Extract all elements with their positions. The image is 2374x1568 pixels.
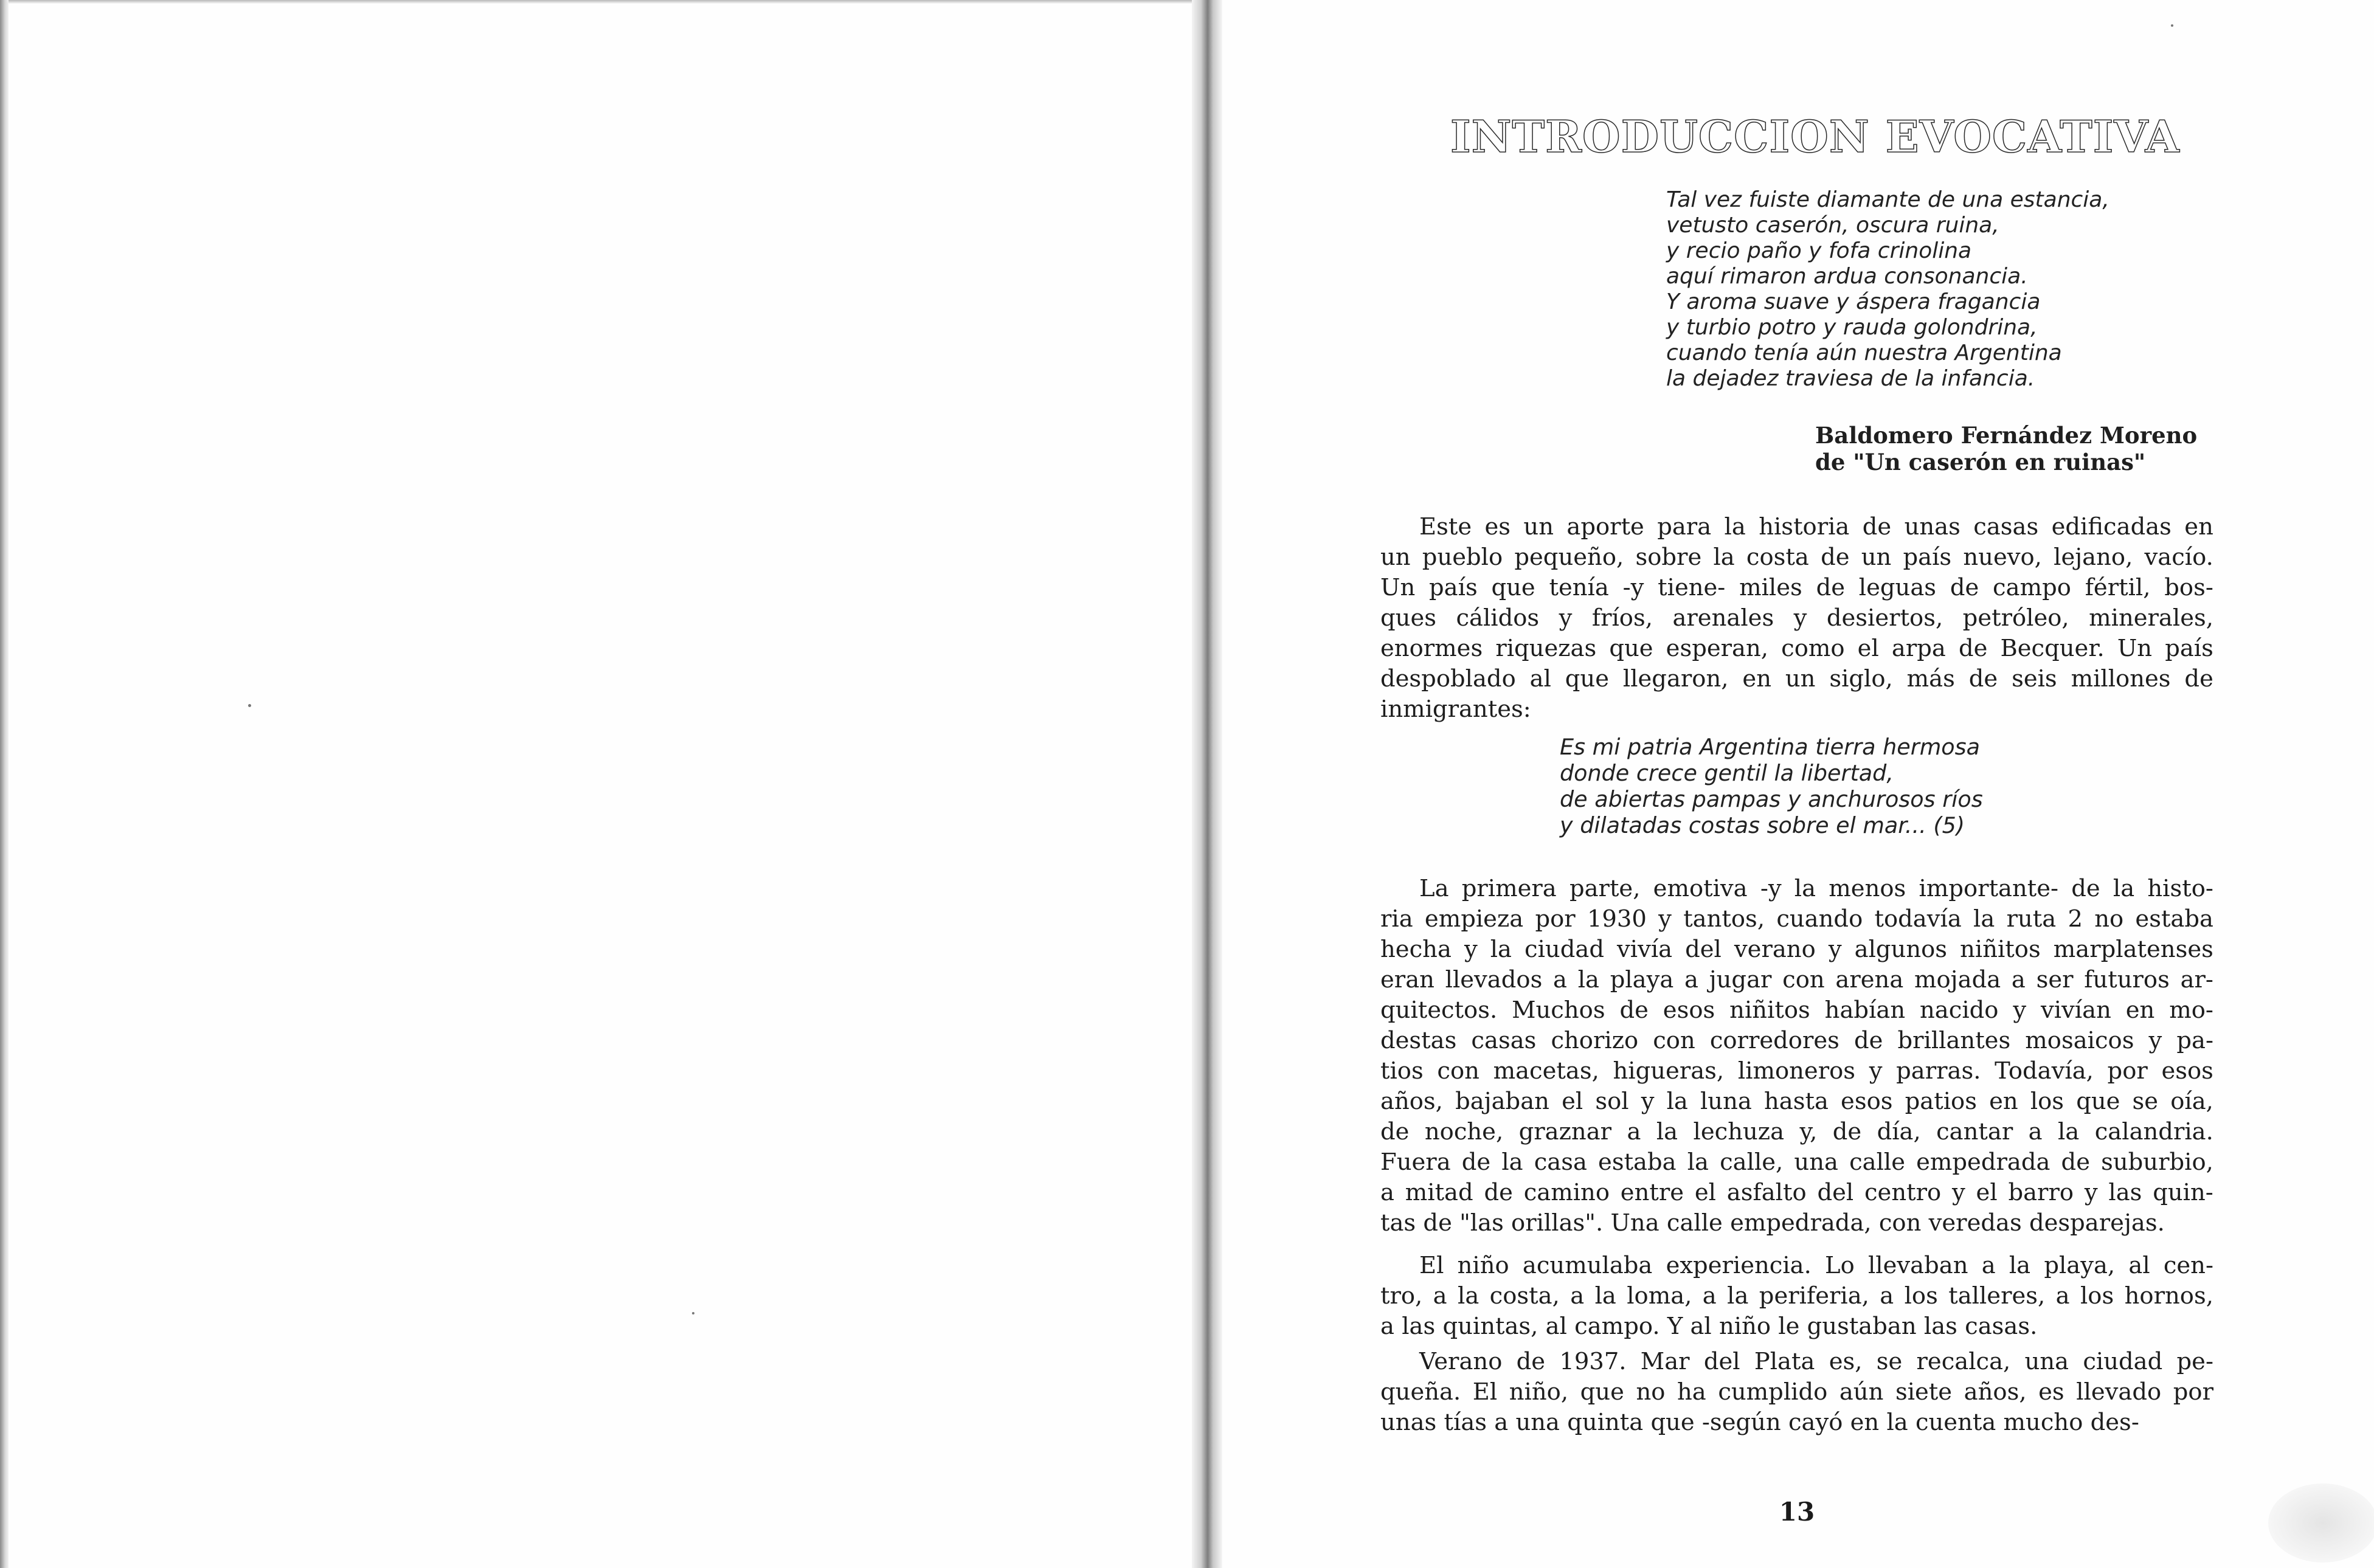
paragraph-3 (1380, 1251, 2213, 1342)
paragraph-line: ria empieza por 1930 y tantos, cuando todavía la ruta 2 no estaba (1380, 905, 2213, 933)
paragraph-line: a las quintas, al campo. Y al niño le gustaban las casas. (1380, 1313, 2038, 1340)
page-title: INTRODUCCION EVOCATIVA (1450, 111, 2180, 162)
epigraph-line: cuando tenía aún nuestra Argentina (1666, 340, 2062, 365)
epigraph-line: la dejadez traviesa de la infancia. (1666, 366, 2035, 391)
paragraph-line: Este es un aporte para la historia de unas casas edificadas en (1419, 513, 2213, 541)
paragraph-line: quitectos. Muchos de esos niñitos habían nacido y vivían en mo- (1380, 996, 2213, 1024)
paragraph-2 (1380, 874, 2213, 1238)
verse-line: y dilatadas costas sobre el mar... (5) (1560, 812, 1965, 838)
paragraph-line: queña. El niño, que no ha cumplido aún siete años, es llevado por (1380, 1378, 2213, 1406)
paragraph-line: hecha y la ciudad vivía del verano y algunos niñitos marplatenses (1380, 936, 2213, 963)
paragraph-1 (1380, 512, 2213, 725)
verse-line: Es mi patria Argentina tierra hermosa (1560, 734, 1980, 760)
book-gutter-shadow (1192, 0, 1222, 1568)
paragraph-line: tios con macetas, higueras, limoneros y parras. Todavía, por esos (1380, 1057, 2213, 1085)
epigraph-poem (1666, 187, 2213, 392)
epigraph-author: Baldomero Fernández Moreno (1815, 422, 2198, 449)
paragraph-line: La primera parte, emotiva -y la menos importante- de la histo- (1419, 875, 2213, 902)
paragraph-line: ques cálidos y fríos, arenales y desiertos, petróleo, minerales, (1380, 604, 2213, 632)
paragraph-line: unas tías a una quinta que -según cayó en la cuenta mucho des- (1380, 1409, 2139, 1436)
paragraph-line: Verano de 1937. Mar del Plata es, se recalca, una ciudad pe- (1419, 1348, 2213, 1375)
paragraph-line: enormes riquezas que esperan, como el arpa de Becquer. Un país (1380, 635, 2213, 662)
paragraph-line: Fuera de la casa estaba la calle, una calle empedrada de suburbio, (1380, 1148, 2213, 1176)
paragraph-line: tas de "las orillas". Una calle empedrada, con veredas desparejas. (1380, 1209, 2165, 1237)
scan-smudge (2268, 1483, 2374, 1563)
epigraph-line: Tal vez fuiste diamante de una estancia, (1666, 187, 2109, 212)
scan-speck (692, 1312, 694, 1314)
scan-speck (2171, 24, 2173, 27)
paragraph-4 (1380, 1347, 2213, 1438)
left-page-edge-shadow (0, 0, 9, 1568)
paragraph-line: inmigrantes: (1380, 696, 1531, 723)
paragraph-line: eran llevados a la playa a jugar con arena mojada a ser futuros ar- (1380, 966, 2213, 993)
paragraph-line: un pueblo pequeño, sobre la costa de un país nuevo, lejano, vacío. (1380, 544, 2213, 571)
quoted-verse (1560, 734, 2107, 838)
paragraph-line: tro, a la costa, a la loma, a la periferia, a los talleres, a los hornos, (1380, 1282, 2213, 1310)
paragraph-line: despoblado al que llegaron, en un siglo, más de seis millones de (1380, 665, 2213, 692)
paragraph-line: destas casas chorizo con corredores de brillantes mosaicos y pa- (1380, 1027, 2213, 1054)
paragraph-line: años, bajaban el sol y la luna hasta esos patios en los que se oía, (1380, 1088, 2213, 1115)
epigraph-line: vetusto caserón, oscura ruina, (1666, 213, 1999, 238)
page-number: 13 (1779, 1497, 1815, 1527)
verse-line: de abiertas pampas y anchurosos ríos (1560, 786, 1983, 812)
paragraph-line: de noche, graznar a la lechuza y, de día, cantar a la calandria. (1380, 1118, 2213, 1145)
scan-speck (248, 704, 251, 707)
epigraph-line: y recio paño y fofa crinolina (1666, 238, 1972, 263)
verse-line: donde crece gentil la libertad, (1560, 760, 1894, 786)
paragraph-line: El niño acumulaba experiencia. Lo llevaban a la playa, al cen- (1419, 1252, 2213, 1279)
paragraph-line: a mitad de camino entre el asfalto del centro y el barro y las quin- (1380, 1179, 2213, 1206)
epigraph-line: y turbio potro y rauda golondrina, (1666, 315, 2038, 340)
epigraph-source: de "Un caserón en ruinas" (1815, 449, 2146, 475)
epigraph-line: Y aroma suave y áspera fragancia (1666, 289, 2041, 314)
paragraph-line: Un país que tenía -y tiene- miles de leguas de campo fértil, bos- (1380, 574, 2213, 601)
page-top-edge (0, 0, 1192, 4)
epigraph-attribution (1815, 422, 2241, 475)
epigraph-line: aquí rimaron ardua consonancia. (1666, 264, 2028, 289)
